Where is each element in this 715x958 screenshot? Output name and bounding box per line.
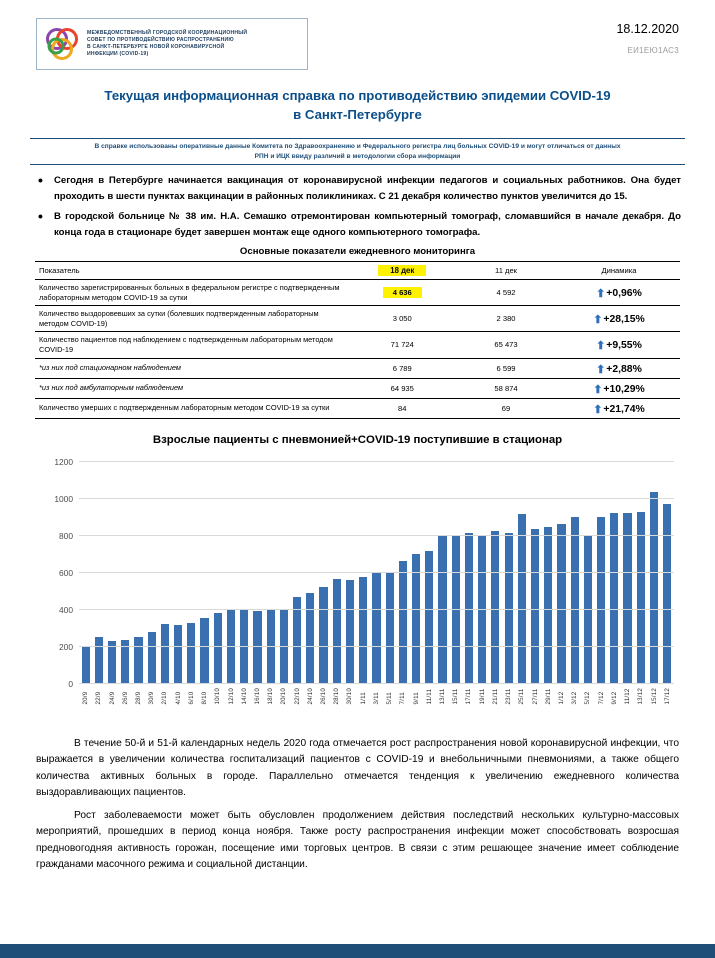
disclaimer-note	[30, 138, 685, 165]
chart-x-tick-label: 22/9	[95, 691, 103, 705]
chart-x-tick-label: 24/10	[306, 687, 314, 705]
chart-bar-cell	[238, 462, 251, 684]
chart-x-tick	[608, 688, 621, 704]
chart-bar-cell	[581, 462, 594, 684]
chart-x-tick-label: 21/11	[491, 688, 499, 705]
row-indicator: *из них под стационарном наблюдением	[35, 358, 350, 378]
chart-x-tick	[357, 688, 370, 704]
chart-x-tick-label: 12/10	[227, 687, 235, 705]
chart-x-tick	[330, 688, 343, 704]
chart-bar	[174, 625, 182, 683]
chart-bar-cell	[105, 462, 118, 684]
row-value-previous: 2 380	[454, 306, 558, 332]
chart-gridline	[59, 641, 674, 652]
row-value-current: 71 724	[350, 332, 454, 358]
chart-x-tick	[383, 688, 396, 704]
chart-x-tick-label: 28/10	[333, 687, 341, 705]
row-indicator: Количество умерших с подтвержденным лабораторным методом COVID-19 за сутки	[35, 398, 350, 418]
chart-bar-cell	[634, 462, 647, 684]
chart-bar-cell	[119, 462, 132, 684]
chart-bar	[148, 632, 156, 684]
chart-bar-cell	[409, 462, 422, 684]
chart-x-tick-label: 29/11	[544, 688, 552, 705]
row-value-current: 3 050	[350, 306, 454, 332]
chart-bar-cell	[555, 462, 568, 684]
chart-bar-cell	[621, 462, 634, 684]
chart-x-tick-label: 13/12	[637, 687, 645, 705]
chart-bar	[531, 529, 539, 684]
chart-gridline	[68, 678, 674, 689]
organization-name	[87, 30, 247, 58]
chart-bar	[306, 593, 314, 684]
chart-gridline	[59, 604, 674, 615]
chart-x-tick	[224, 688, 237, 704]
disclaimer-line-1: В справке использованы оперативные данные Комитета по Здравоохранению и Федерального регистра лиц больных COVID-19 и могут отличаться от данных	[94, 143, 621, 150]
column-header-dynamics: Динамика	[558, 262, 680, 280]
chart-bar	[399, 561, 407, 683]
chart-x-tick	[436, 688, 449, 704]
chart-x-tick	[211, 688, 224, 704]
chart-bar	[319, 587, 327, 683]
chart-bar-cell	[211, 462, 224, 684]
chart-bar	[557, 524, 565, 683]
chart-bar	[214, 613, 222, 683]
row-dynamics	[558, 332, 680, 358]
row-value-current: 64 935	[350, 378, 454, 398]
row-dynamics-value: +2,88%	[606, 363, 642, 375]
chart-x-tick-label: 24/9	[108, 691, 116, 705]
chart-y-tick-label: 1200	[54, 456, 73, 467]
chart-x-tick	[542, 688, 555, 704]
page-title-line-2: в Санкт-Петербурге	[293, 107, 422, 122]
chart-x-tick-label: 1/12	[557, 691, 565, 705]
chart-x-tick-label: 20/9	[82, 691, 90, 705]
chart-x-tick-label: 9/12	[610, 691, 618, 705]
organization-logo-block	[36, 18, 308, 70]
chart-bar	[663, 504, 671, 684]
chart-x-tick	[634, 688, 647, 704]
chart-x-tick-label: 18/10	[267, 687, 275, 705]
list-item: • Сегодня в Петербурге начинается вакцинация от коронавирусной инфекции педагогов и социальных работников. Она будет проходить в шести пунктах вакцинации в районных поликлиниках. С 21 декабря количество пунктов увеличится до 15.	[34, 173, 681, 204]
chart-y-tick-label: 200	[59, 641, 73, 652]
paragraph-2: Рост заболеваемости может быть обусловлен продолжением действия последствий нескольких культурно-массовых мероприятий, прошедших в период конца ноября. Также росту распространения инфекции может способствовать возросшая предновогодняя активность горожан, посещение ими торговых центров. В связи с этим решающее значение имеет соблюдение гражданами масочного режима и социальной дистанции.	[36, 809, 679, 871]
organization-name-line-1: МЕЖВЕДОМСТВЕННЫЙ ГОРОДСКОЙ КООРДИНАЦИОННЫЙ	[87, 30, 248, 36]
chart-x-tick	[105, 688, 118, 704]
chart-bar	[518, 514, 526, 683]
chart-x-tick-label: 26/10	[320, 687, 328, 705]
chart-bar-cell	[79, 462, 92, 684]
table-caption: Основные показатели ежедневного мониторинга	[239, 246, 476, 257]
page-title	[60, 86, 655, 124]
chart-x-tick-label: 28/9	[134, 691, 142, 705]
news-bullet-list	[34, 173, 681, 240]
chart-bar	[359, 577, 367, 684]
row-indicator: *из них под амбулаторным наблюдением	[35, 378, 350, 398]
chart-x-tick	[449, 688, 462, 704]
chart-gridline	[59, 567, 674, 578]
chart-x-tick	[502, 688, 515, 704]
row-value-previous: 4 592	[454, 280, 558, 306]
chart-bar-cell	[330, 462, 343, 684]
chart-x-tick-label: 26/9	[121, 691, 129, 705]
chart-x-tick	[621, 688, 634, 704]
chart-x-tick	[409, 688, 422, 704]
chart-bar-cell	[343, 462, 356, 684]
table-row	[35, 306, 680, 332]
row-value-previous: 69	[454, 398, 558, 418]
chart-x-tick-label: 30/9	[148, 691, 156, 705]
chart-bar	[346, 580, 354, 684]
chart-y-tick-label: 400	[59, 604, 73, 615]
chart-x-tick	[515, 688, 528, 704]
arrow-up-icon: ⬆	[596, 340, 606, 353]
chart-x-tick-label: 7/11	[399, 691, 407, 705]
chart-bar-cell	[595, 462, 608, 684]
chart-x-tick	[251, 688, 264, 704]
chart-bar-cell	[291, 462, 304, 684]
chart-bar-cell	[542, 462, 555, 684]
chart-gridline	[54, 493, 674, 504]
row-dynamics-value: +28,15%	[603, 314, 645, 326]
chart-bar	[623, 513, 631, 684]
chart-bar	[293, 597, 301, 684]
chart-bar	[637, 512, 645, 683]
chart-bar-cell	[608, 462, 621, 684]
chart-bar	[650, 492, 658, 684]
chart-x-tick	[198, 688, 211, 704]
page-title-line-1: Текущая информационная справка по противодействию эпидемии COVID-19	[104, 88, 611, 103]
row-dynamics	[558, 378, 680, 398]
column-header-date-previous: 11 дек	[454, 262, 558, 280]
chart-bar-cell	[357, 462, 370, 684]
chart-bar	[95, 637, 103, 684]
chart-x-tick	[423, 688, 436, 704]
chart-x-tick	[304, 688, 317, 704]
chart-x-tick	[264, 688, 277, 704]
chart-x-tick-label: 2/10	[161, 691, 169, 705]
chart-x-tick	[158, 688, 171, 704]
chart-bar-cell	[251, 462, 264, 684]
chart-bar	[491, 531, 499, 683]
chart-bar-cell	[515, 462, 528, 684]
chart-title: Взрослые пациенты с пневмонией+COVID-19 поступившие в стационар	[152, 433, 563, 446]
chart-x-tick-label: 3/12	[571, 691, 579, 705]
chart-bar-cell	[423, 462, 436, 684]
chart-x-tick-label: 11/11	[425, 688, 433, 705]
chart-x-tick	[489, 688, 502, 704]
list-item: • В городской больнице № 38 им. Н.А. Семашко отремонтирован компьютерный томограф, сломавшийся в начале декабря. До конца года в стационаре будет завершен монтаж еще одного компьютерного томографа.	[34, 209, 681, 240]
chart-bar	[372, 573, 380, 683]
chart-x-tick	[343, 688, 356, 704]
chart-x-tick-label: 17/11	[465, 688, 473, 705]
chart-bar	[386, 573, 394, 684]
chart-bar-cell	[132, 462, 145, 684]
chart-bar-cell	[145, 462, 158, 684]
table-row	[35, 358, 680, 378]
chart-y-tick-label: 1000	[54, 493, 73, 504]
chart-bar-cell	[502, 462, 515, 684]
chart-x-tick-label: 17/12	[663, 687, 671, 705]
chart-x-tick	[277, 688, 290, 704]
chart-x-tick-label: 11/12	[624, 688, 632, 705]
chart-x-tick	[462, 688, 475, 704]
chart-x-tick-label: 8/10	[201, 691, 209, 705]
chart-gridline	[59, 530, 674, 541]
chart-x-tick-label: 19/11	[478, 688, 486, 705]
chart-bar	[200, 618, 208, 684]
column-header-date-current-value: 18 дек	[378, 265, 426, 276]
chart-bar-cell	[172, 462, 185, 684]
chart-bar	[253, 611, 261, 684]
chart-bar-cell	[489, 462, 502, 684]
chart-x-tick	[92, 688, 105, 704]
chart-bar	[544, 527, 552, 684]
arrow-up-icon: ⬆	[596, 288, 606, 301]
chart-bar-cell	[198, 462, 211, 684]
column-header-indicator: Показатель	[35, 262, 350, 280]
chart-x-tick	[661, 688, 674, 704]
table-header-row	[35, 262, 680, 280]
document-header	[0, 0, 715, 70]
row-value-current: 6 789	[350, 358, 454, 378]
table-row	[35, 398, 680, 418]
chart-x-tick	[79, 688, 92, 704]
chart-x-tick	[238, 688, 251, 704]
chart-bar-cell	[264, 462, 277, 684]
chart-x-tick	[647, 688, 660, 704]
row-dynamics	[558, 280, 680, 306]
table-row	[35, 378, 680, 398]
document-date: 18.12.2020	[616, 22, 679, 36]
arrow-up-icon: ⬆	[593, 383, 603, 396]
chart-bar-cell	[158, 462, 171, 684]
row-indicator: Количество выздоровевших за сутки (болевших подтвержденным лабораторным методом COVID-19)	[35, 306, 350, 332]
chart-bar	[571, 517, 579, 684]
chart-x-tick-label: 15/12	[650, 687, 658, 705]
chart-bar	[187, 623, 195, 684]
chart-x-tick-label: 22/10	[293, 687, 301, 705]
chart-x-tick	[568, 688, 581, 704]
chart-bar-cell	[568, 462, 581, 684]
row-dynamics	[558, 306, 680, 332]
header-right-block	[616, 18, 679, 55]
chart-bar-cell	[396, 462, 409, 684]
chart-x-tick	[581, 688, 594, 704]
chart-section	[0, 433, 715, 726]
row-value-previous: 65 473	[454, 332, 558, 358]
disclaimer-line-2: РПН и ИЦК ввиду различий в методологии сбора информации	[254, 152, 461, 160]
chart-x-tick-label: 6/10	[187, 691, 195, 705]
chart-x-tick-label: 25/11	[518, 688, 526, 705]
chart-bar-cell	[476, 462, 489, 684]
daily-monitoring-table	[35, 261, 680, 419]
organization-name-line-3: В САНКТ-ПЕТЕРБУРГЕ НОВОЙ КОРОНАВИРУСНОЙ	[87, 44, 225, 50]
row-value-previous: 58 874	[454, 378, 558, 398]
chart-bar	[134, 637, 142, 683]
chart-x-tick-label: 23/11	[505, 688, 513, 705]
chart-x-tick-label: 27/11	[531, 688, 539, 705]
chart-x-axis-labels	[79, 688, 674, 704]
chart-bar-cell	[449, 462, 462, 684]
chart-bar-cell	[436, 462, 449, 684]
chart-x-tick-label: 16/10	[253, 687, 261, 705]
chart-x-tick-label: 15/11	[452, 688, 460, 705]
chart-plot-area	[54, 456, 674, 689]
chart-bar-cell	[462, 462, 475, 684]
chart-x-tick	[370, 688, 383, 704]
chart-bars	[79, 462, 674, 684]
row-dynamics-value: +21,74%	[603, 403, 645, 415]
bar-chart	[35, 456, 680, 726]
chart-gridline	[54, 456, 674, 467]
chart-y-tick-label: 800	[59, 530, 73, 541]
chart-bar	[227, 610, 235, 684]
chart-bar-cell	[185, 462, 198, 684]
chart-x-tick-label: 1/11	[359, 691, 367, 705]
chart-bar-cell	[277, 462, 290, 684]
arrow-up-icon: ⬆	[596, 363, 606, 376]
row-dynamics-value: +10,29%	[603, 383, 645, 395]
chart-x-tick	[555, 688, 568, 704]
chart-bar-cell	[304, 462, 317, 684]
row-dynamics	[558, 358, 680, 378]
chart-x-tick-label: 20/10	[280, 687, 288, 705]
chart-bar	[597, 517, 605, 684]
row-dynamics-value: +0,96%	[606, 288, 642, 300]
row-indicator: Количество зарегистрированных больных в федеральном регистре с подтвержденным лабораторным методом COVID-19 за сутки	[35, 280, 350, 306]
chart-x-tick-label: 9/11	[412, 691, 420, 705]
row-value-previous: 6 599	[454, 358, 558, 378]
footer-bar	[0, 944, 715, 958]
organization-name-line-4: ИНФЕКЦИИ (COVID-19)	[87, 51, 149, 57]
chart-bar-cell	[383, 462, 396, 684]
chart-x-tick	[595, 688, 608, 704]
chart-x-tick-label: 4/10	[174, 691, 182, 705]
chart-x-tick	[317, 688, 330, 704]
chart-x-tick	[396, 688, 409, 704]
table-row	[35, 280, 680, 306]
row-value-current: 84	[350, 398, 454, 418]
chart-x-tick-label: 10/10	[214, 687, 222, 705]
chart-bar-cell	[370, 462, 383, 684]
chart-x-tick	[291, 688, 304, 704]
arrow-up-icon: ⬆	[593, 314, 603, 327]
chart-x-tick-label: 5/11	[386, 691, 394, 705]
chart-bar	[267, 610, 275, 683]
chart-bar	[108, 641, 116, 683]
column-header-date-current	[350, 262, 454, 280]
chart-bar	[333, 579, 341, 684]
chart-y-tick-label: 0	[68, 678, 73, 689]
arrow-up-icon: ⬆	[593, 403, 603, 416]
chart-x-tick-label: 14/10	[240, 687, 248, 705]
chart-bar-cell	[661, 462, 674, 684]
row-value-current-highlighted: 4 636	[383, 287, 422, 298]
chart-bar	[82, 647, 90, 683]
chart-x-tick	[172, 688, 185, 704]
row-indicator: Количество пациентов под наблюдением с подтвержденным лабораторным методом COVID-19	[35, 332, 350, 358]
chart-x-tick	[119, 688, 132, 704]
document-code: ЕИ1ЕЮ1АС3	[627, 46, 679, 55]
table-row	[35, 332, 680, 358]
paragraph-1: В течение 50-й и 51-й календарных недель 2020 года отмечается рост распространения новой коронавирусной инфекции, что выражается в увеличении количества госпитализаций пациентов с COVID-19 и внебольничными пневмониями, а также общего количества активных больных в городе. Параллельно отмечается тенденция к увеличению ежедневного количества выздоравливающих пациентов.	[36, 737, 679, 799]
chart-x-tick	[132, 688, 145, 704]
row-dynamics-value: +9,55%	[606, 340, 642, 352]
row-value-current	[350, 280, 454, 306]
body-text	[36, 736, 679, 874]
council-logo-icon	[45, 27, 79, 61]
chart-x-tick-label: 3/11	[372, 691, 380, 705]
chart-bar-cell	[224, 462, 237, 684]
chart-bar-cell	[647, 462, 660, 684]
chart-y-tick-label: 600	[59, 567, 73, 578]
chart-x-tick-label: 13/11	[439, 688, 447, 705]
chart-x-tick	[528, 688, 541, 704]
chart-x-tick-label: 7/12	[597, 691, 605, 705]
chart-bar-cell	[317, 462, 330, 684]
chart-bar-cell	[528, 462, 541, 684]
chart-x-tick	[145, 688, 158, 704]
organization-name-line-2: СОВЕТ ПО ПРОТИВОДЕЙСТВИЮ РАСПРОСТРАНЕНИЮ	[87, 37, 234, 43]
chart-bar-cell	[92, 462, 105, 684]
chart-bar	[412, 554, 420, 684]
chart-x-tick-label: 30/10	[346, 687, 354, 705]
row-dynamics	[558, 398, 680, 418]
chart-bar	[610, 513, 618, 684]
chart-x-tick-label: 5/12	[584, 691, 592, 705]
chart-bar	[161, 624, 169, 683]
chart-x-tick	[185, 688, 198, 704]
chart-x-tick	[476, 688, 489, 704]
